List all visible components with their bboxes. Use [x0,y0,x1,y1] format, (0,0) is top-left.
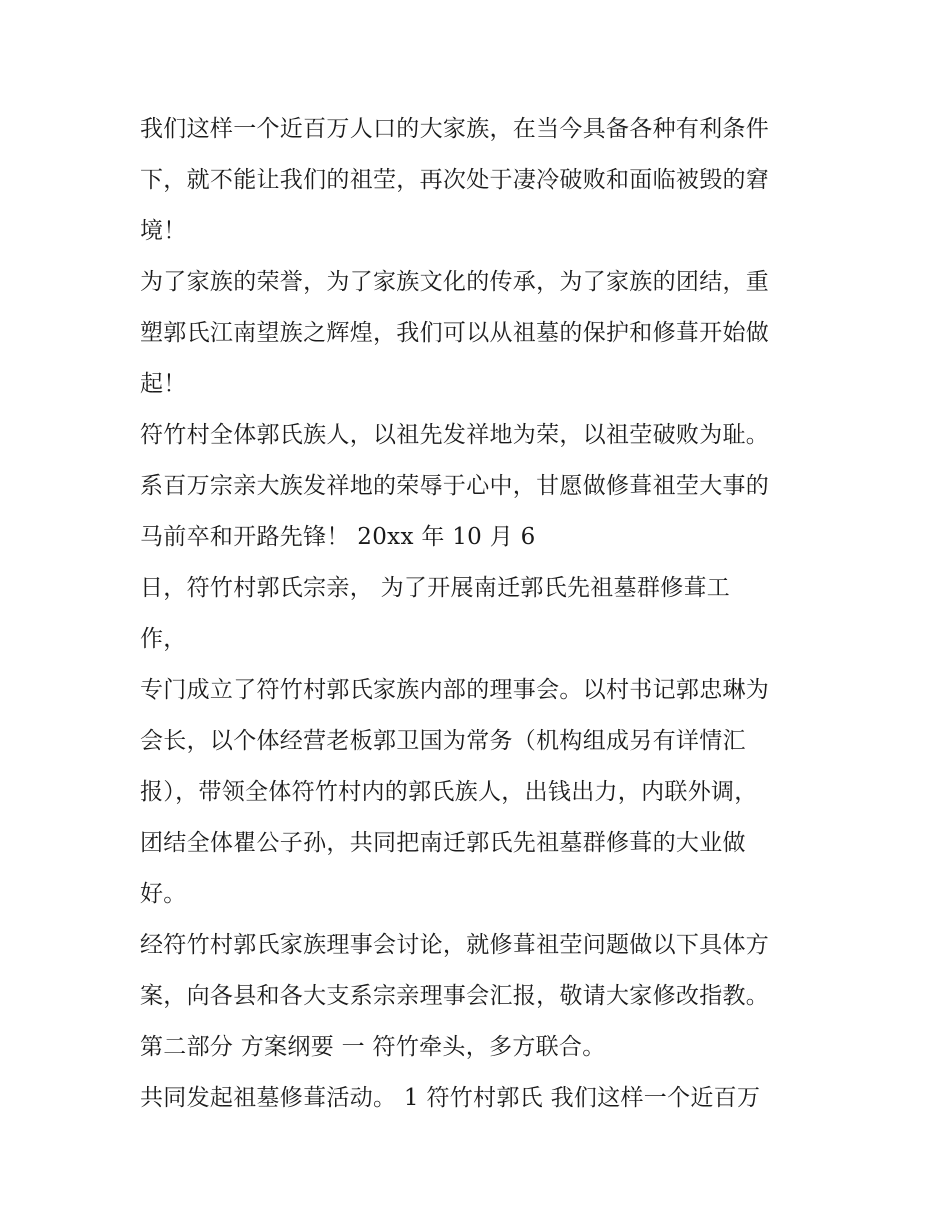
text-line: 境！ [140,218,187,244]
text-line: 会长，以个体经营老板郭卫国为常务（机构组成另有详情汇 [140,728,746,754]
text-line: 马前卒和开路先锋！ 20xx 年 10 月 6 [140,524,536,550]
text-line: 符竹村全体郭氏族人，以祖先发祥地为荣，以祖茔破败为耻。 [140,422,770,448]
text-line: 日，符竹村郭氏宗亲， 为了开展南迁郭氏先祖墓群修葺工 [140,575,731,601]
text-line: 下，就不能让我们的祖茔，再次处于凄冷破败和面临被毁的窘 [140,167,770,193]
text-line: 塑郭氏江南望族之辉煌，我们可以从祖墓的保护和修葺开始做 [140,320,770,346]
text-line: 经符竹村郭氏家族理事会讨论，就修葺祖茔问题做以下具体方 [140,932,770,958]
text-line: 团结全体瞿公子孙，共同把南迁郭氏先祖墓群修葺的大业做 [140,830,746,856]
text-line: 作， [140,626,187,652]
text-line: 专门成立了符竹村郭氏家族内部的理事会。以村书记郭忠琳为 [140,677,770,703]
text-line: 我们这样一个近百万人口的大家族，在当今具备各种有利条件 [140,116,770,142]
text-line: 第二部分 方案纲要 一 符竹牵头，多方联合。 [140,1034,606,1060]
text-line: 为了家族的荣誉，为了家族文化的传承，为了家族的团结，重 [140,269,770,295]
text-line: 好。 [140,881,187,907]
text-line: 报），带领全体符竹村内的郭氏族人，出钱出力，内联外调， [140,779,758,805]
text-line: 案，向各县和各大支系宗亲理事会汇报，敬请大家修改指教。 [140,983,770,1009]
text-line: 共同发起祖墓修葺活动。 1 符竹村郭氏 我们这样一个近百万 [140,1085,761,1111]
text-line: 起！ [140,371,187,397]
document-body [140,104,820,1124]
text-line: 系百万宗亲大族发祥地的荣辱于心中，甘愿做修葺祖茔大事的 [140,473,770,499]
